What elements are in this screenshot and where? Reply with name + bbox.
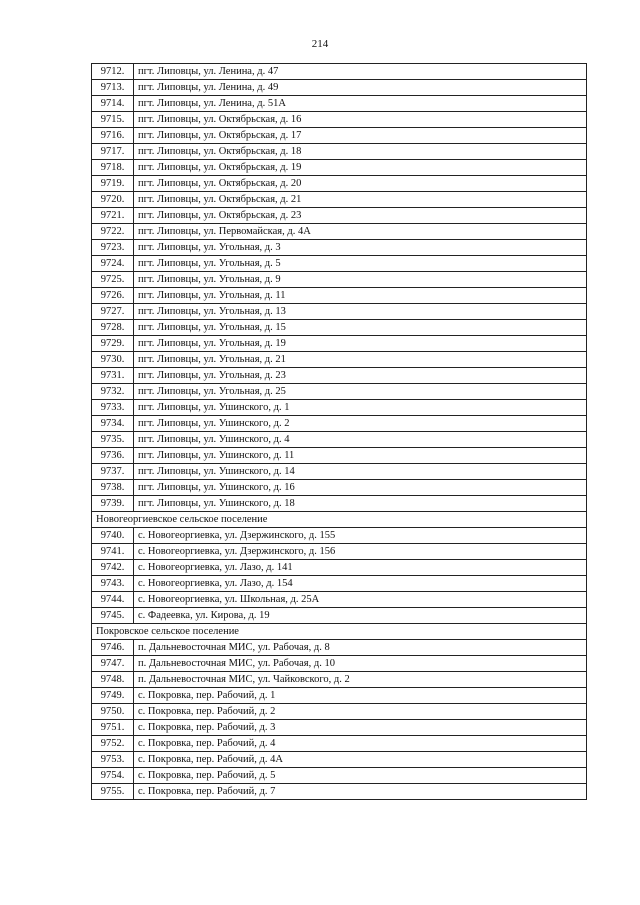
entry-address: пгт. Липовцы, ул. Ушинского, д. 14 (134, 464, 587, 480)
entry-number: 9746. (92, 640, 134, 656)
table-row (92, 192, 587, 208)
entry-address: пгт. Липовцы, ул. Октябрьская, д. 19 (134, 160, 587, 176)
entry-number: 9722. (92, 224, 134, 240)
entry-address: с. Покровка, пер. Рабочий, д. 4А (134, 752, 587, 768)
table-row (92, 688, 587, 704)
entry-number: 9718. (92, 160, 134, 176)
table-row (92, 64, 587, 80)
entry-number: 9731. (92, 368, 134, 384)
entry-number: 9712. (92, 64, 134, 80)
table-row (92, 720, 587, 736)
table-row (92, 576, 587, 592)
entry-number: 9750. (92, 704, 134, 720)
entry-address: пгт. Липовцы, ул. Ушинского, д. 2 (134, 416, 587, 432)
entry-number: 9733. (92, 400, 134, 416)
table-row (92, 752, 587, 768)
table-row (92, 368, 587, 384)
table-row (92, 160, 587, 176)
entry-address: с. Покровка, пер. Рабочий, д. 1 (134, 688, 587, 704)
entry-number: 9730. (92, 352, 134, 368)
table-row (92, 288, 587, 304)
entry-number: 9752. (92, 736, 134, 752)
entry-number: 9748. (92, 672, 134, 688)
entry-address: с. Новогеоргиевка, ул. Лазо, д. 154 (134, 576, 587, 592)
table-row (92, 144, 587, 160)
entry-address: пгт. Липовцы, ул. Ушинского, д. 18 (134, 496, 587, 512)
entry-address: с. Покровка, пер. Рабочий, д. 5 (134, 768, 587, 784)
table-row (92, 464, 587, 480)
entry-number: 9736. (92, 448, 134, 464)
table-row (92, 304, 587, 320)
entry-number: 9737. (92, 464, 134, 480)
table-row (92, 256, 587, 272)
entry-number: 9727. (92, 304, 134, 320)
entry-number: 9714. (92, 96, 134, 112)
entry-number: 9747. (92, 656, 134, 672)
entry-address: с. Покровка, пер. Рабочий, д. 3 (134, 720, 587, 736)
entry-number: 9729. (92, 336, 134, 352)
entry-address: с. Покровка, пер. Рабочий, д. 7 (134, 784, 587, 800)
entry-number: 9720. (92, 192, 134, 208)
table-row (92, 768, 587, 784)
entry-number: 9740. (92, 528, 134, 544)
entry-number: 9715. (92, 112, 134, 128)
entry-address: с. Новогеоргиевка, ул. Дзержинского, д. 156 (134, 544, 587, 560)
table-row (92, 336, 587, 352)
table-row (92, 496, 587, 512)
entry-address: пгт. Липовцы, ул. Первомайская, д. 4А (134, 224, 587, 240)
entry-address: пгт. Липовцы, ул. Ленина, д. 49 (134, 80, 587, 96)
table-row (92, 240, 587, 256)
table-row (92, 320, 587, 336)
entry-address: пгт. Липовцы, ул. Октябрьская, д. 21 (134, 192, 587, 208)
entry-number: 9735. (92, 432, 134, 448)
entry-number: 9738. (92, 480, 134, 496)
table-row (92, 608, 587, 624)
table-row (92, 528, 587, 544)
table-row (92, 400, 587, 416)
page-number: 214 (311, 38, 329, 50)
entry-number: 9724. (92, 256, 134, 272)
entry-address: пгт. Липовцы, ул. Октябрьская, д. 20 (134, 176, 587, 192)
entry-address: пгт. Липовцы, ул. Угольная, д. 13 (134, 304, 587, 320)
entry-number: 9753. (92, 752, 134, 768)
entry-address: пгт. Липовцы, ул. Угольная, д. 5 (134, 256, 587, 272)
table-row (92, 480, 587, 496)
table-row (92, 704, 587, 720)
entry-address: с. Фадеевка, ул. Кирова, д. 19 (134, 608, 587, 624)
entry-address: пгт. Липовцы, ул. Ушинского, д. 4 (134, 432, 587, 448)
table-row (92, 784, 587, 800)
table-row (92, 448, 587, 464)
entry-address: пгт. Липовцы, ул. Октябрьская, д. 23 (134, 208, 587, 224)
entry-number: 9717. (92, 144, 134, 160)
table-row (92, 176, 587, 192)
entry-number: 9721. (92, 208, 134, 224)
section-header-row (92, 624, 587, 640)
table-row (92, 272, 587, 288)
section-header-row (92, 512, 587, 528)
entry-number: 9726. (92, 288, 134, 304)
entry-address: с. Новогеоргиевка, ул. Школьная, д. 25А (134, 592, 587, 608)
table-row (92, 416, 587, 432)
table-row (92, 128, 587, 144)
entry-address: пгт. Липовцы, ул. Угольная, д. 11 (134, 288, 587, 304)
entry-number: 9739. (92, 496, 134, 512)
entry-address: п. Дальневосточная МИС, ул. Чайковского, д. 2 (134, 672, 587, 688)
entry-number: 9755. (92, 784, 134, 800)
table-row (92, 352, 587, 368)
entry-address: пгт. Липовцы, ул. Угольная, д. 15 (134, 320, 587, 336)
entry-number: 9749. (92, 688, 134, 704)
table-row (92, 592, 587, 608)
entry-address: пгт. Липовцы, ул. Ленина, д. 47 (134, 64, 587, 80)
entry-address: пгт. Липовцы, ул. Ленина, д. 51А (134, 96, 587, 112)
entry-address: с. Новогеоргиевка, ул. Дзержинского, д. 155 (134, 528, 587, 544)
entry-address: пгт. Липовцы, ул. Угольная, д. 23 (134, 368, 587, 384)
address-registry-table (91, 63, 587, 800)
entry-address: пгт. Липовцы, ул. Ушинского, д. 11 (134, 448, 587, 464)
section-header: Покровское сельское поселение (92, 624, 587, 640)
table-row (92, 384, 587, 400)
entry-number: 9734. (92, 416, 134, 432)
entry-address: с. Новогеоргиевка, ул. Лазо, д. 141 (134, 560, 587, 576)
entry-address: пгт. Липовцы, ул. Угольная, д. 9 (134, 272, 587, 288)
entry-number: 9743. (92, 576, 134, 592)
section-header: Новогеоргиевское сельское поселение (92, 512, 587, 528)
table-row (92, 112, 587, 128)
entry-address: пгт. Липовцы, ул. Октябрьская, д. 17 (134, 128, 587, 144)
table-row (92, 560, 587, 576)
entry-number: 9716. (92, 128, 134, 144)
table-row (92, 544, 587, 560)
entry-address: пгт. Липовцы, ул. Октябрьская, д. 18 (134, 144, 587, 160)
entry-address: пгт. Липовцы, ул. Октябрьская, д. 16 (134, 112, 587, 128)
table-row (92, 208, 587, 224)
entry-number: 9744. (92, 592, 134, 608)
entry-number: 9742. (92, 560, 134, 576)
entry-number: 9728. (92, 320, 134, 336)
table-row (92, 96, 587, 112)
entry-address: пгт. Липовцы, ул. Угольная, д. 3 (134, 240, 587, 256)
entry-address: п. Дальневосточная МИС, ул. Рабочая, д. 8 (134, 640, 587, 656)
entry-number: 9713. (92, 80, 134, 96)
entry-address: п. Дальневосточная МИС, ул. Рабочая, д. 10 (134, 656, 587, 672)
table-row (92, 656, 587, 672)
table-row (92, 736, 587, 752)
entry-address: пгт. Липовцы, ул. Угольная, д. 25 (134, 384, 587, 400)
entry-number: 9751. (92, 720, 134, 736)
entry-number: 9732. (92, 384, 134, 400)
entry-number: 9754. (92, 768, 134, 784)
table-row (92, 80, 587, 96)
table-row (92, 672, 587, 688)
entry-address: пгт. Липовцы, ул. Ушинского, д. 1 (134, 400, 587, 416)
entry-address: с. Покровка, пер. Рабочий, д. 2 (134, 704, 587, 720)
table-row (92, 224, 587, 240)
entry-number: 9719. (92, 176, 134, 192)
address-registry-body (92, 64, 587, 800)
table-row (92, 640, 587, 656)
entry-number: 9745. (92, 608, 134, 624)
entry-address: с. Покровка, пер. Рабочий, д. 4 (134, 736, 587, 752)
entry-address: пгт. Липовцы, ул. Угольная, д. 19 (134, 336, 587, 352)
entry-number: 9741. (92, 544, 134, 560)
entry-address: пгт. Липовцы, ул. Ушинского, д. 16 (134, 480, 587, 496)
table-row (92, 432, 587, 448)
entry-number: 9725. (92, 272, 134, 288)
entry-number: 9723. (92, 240, 134, 256)
entry-address: пгт. Липовцы, ул. Угольная, д. 21 (134, 352, 587, 368)
